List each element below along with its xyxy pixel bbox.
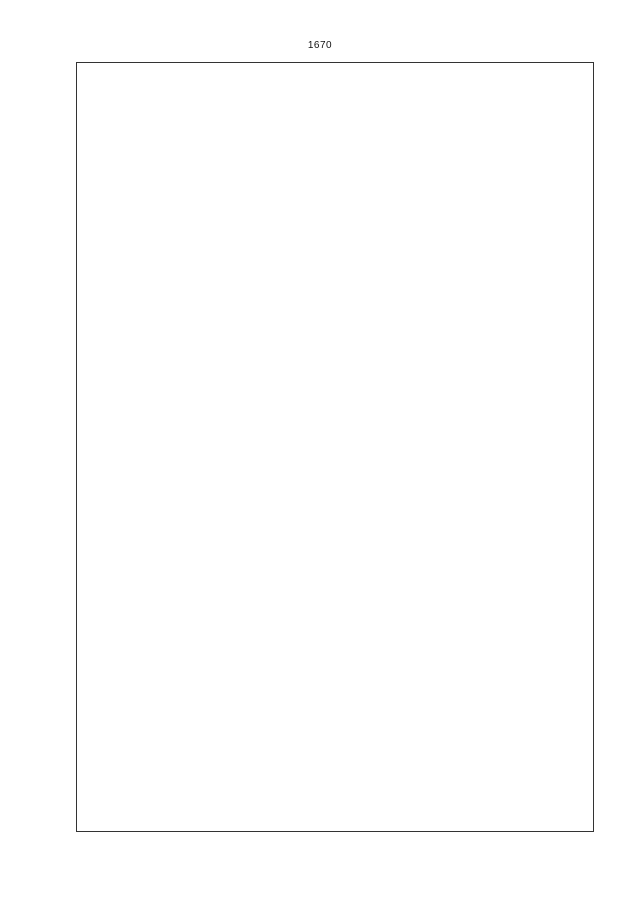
page-number: 1670: [307, 40, 333, 51]
price-table-frame: [76, 62, 594, 832]
